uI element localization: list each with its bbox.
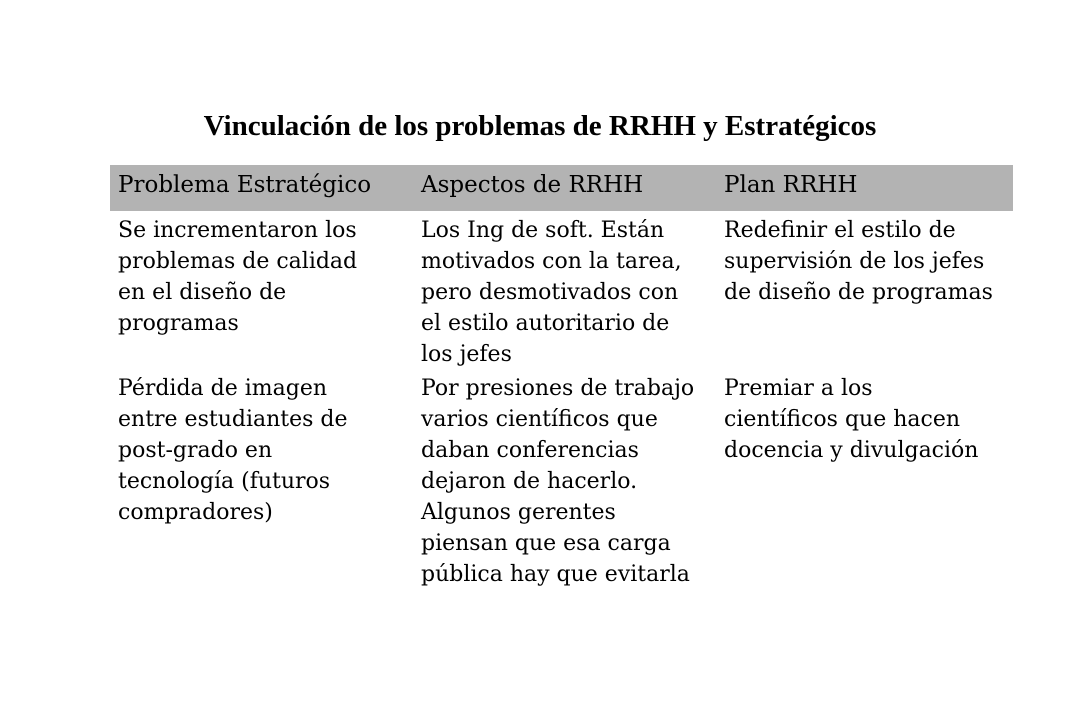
header-problema-estrategico: Problema Estratégico — [118, 172, 372, 198]
table-cell: Premiar a los científicos que hacen docencia y divulgación — [724, 376, 979, 463]
table-cell: Los Ing de soft. Están motivados con la tarea, pero desmotivados con el estilo autoritario de los jefes — [421, 218, 682, 367]
strategy-hr-table — [110, 165, 1013, 599]
table-header-row — [110, 165, 1013, 211]
table-row — [110, 211, 1013, 369]
table-cell: Redefinir el estilo de supervisión de los jefes de diseño de programas — [724, 218, 993, 305]
table-cell: Se incrementaron los problemas de calidad en el diseño de programas — [118, 218, 358, 336]
table-cell: Por presiones de trabajo varios científicos que daban conferencias dejaron de hacerlo. Algunos gerentes piensan que esa carga pública hay que evitarla — [421, 376, 695, 587]
header-aspectos-rrhh: Aspectos de RRHH — [421, 172, 644, 198]
header-plan-rrhh: Plan RRHH — [724, 172, 858, 198]
slide-title: Vinculación de los problemas de RRHH y Estratégicos — [203, 110, 877, 142]
table-cell: Pérdida de imagen entre estudiantes de post-grado en tecnología (futuros compradores) — [118, 376, 348, 525]
table-row — [110, 369, 1013, 599]
